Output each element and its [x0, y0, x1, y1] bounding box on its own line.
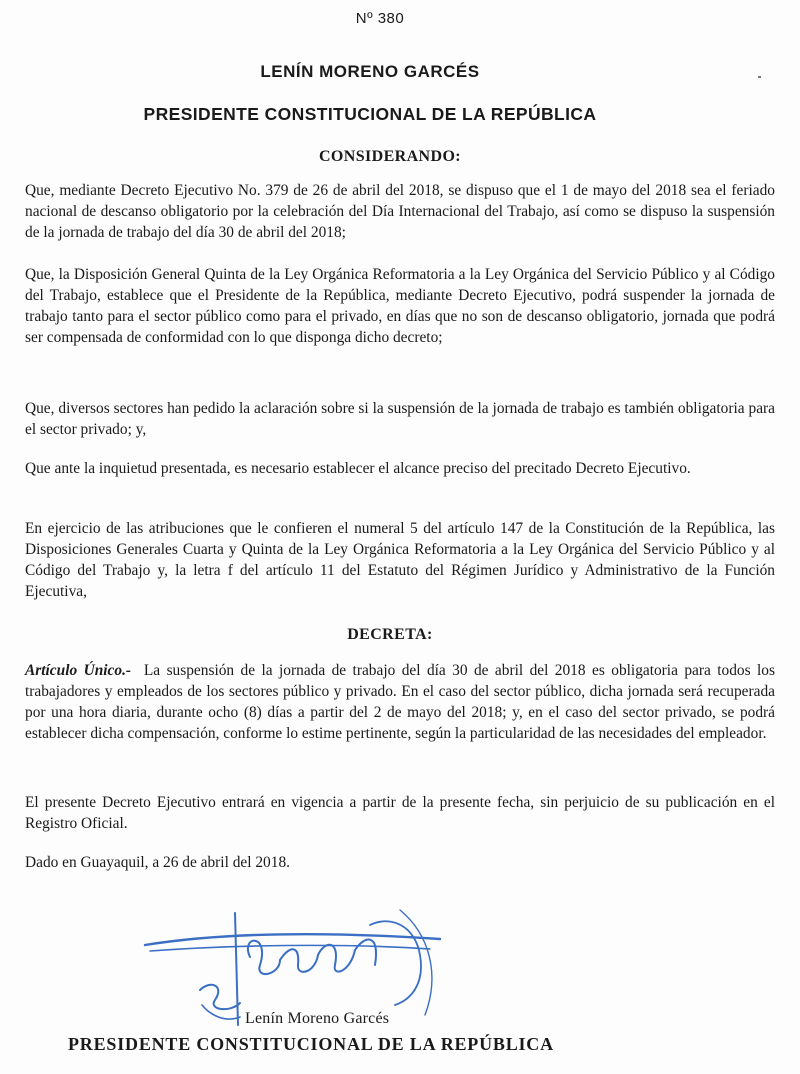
decree-number: Nº 380: [355, 10, 405, 27]
president-title-heading: PRESIDENTE CONSTITUCIONAL DE LA REPÚBLICA: [143, 104, 597, 124]
considerando-paragraph: En ejercicio de las atribuciones que le confieren el numeral 5 del artículo 147 de la Constitución de la República, las Disposiciones Generales Cuarta y Quinta de la Ley Orgánica Reformatoria a la Ley Orgánica del Servicio Público y al Código del Trabajo y, la letra f del artículo 11 del Estatuto del Régimen Jurídico y Administrativo de la Función Ejecutiva,: [25, 520, 775, 600]
article-text: La suspensión de la jornada de trabajo del día 30 de abril del 2018 es obligatoria para todos los trabajadores y empleados de los sectores público y privado. En el caso del sector público, dicha jornada será recuperada por una hora diaria, durante ocho (8) días a partir del 2 de mayo del 2018; y, en el caso del sector privado, se podrá establecer dicha compensación, conforme lo estime pertinente, según la particularidad de las necesidades del empleador.: [25, 662, 775, 742]
scan-speck: [758, 76, 761, 78]
article-label: Artículo Único.-: [25, 662, 132, 679]
considerando-paragraph: Que ante la inquietud presentada, es necesario establecer el alcance preciso del precitado Decreto Ejecutivo.: [25, 460, 691, 477]
president-name-heading: LENÍN MORENO GARCÉS: [260, 62, 480, 81]
signer-title: PRESIDENTE CONSTITUCIONAL DE LA REPÚBLICA: [68, 1034, 554, 1054]
considerando-paragraph: Que, diversos sectores han pedido la aclaración sobre si la suspensión de la jornada de trabajo es también obligatoria para el sector privado; y,: [25, 400, 775, 438]
vigencia-paragraph: El presente Decreto Ejecutivo entrará en vigencia a partir de la presente fecha, sin perjuicio de su publicación en el Registro Oficial.: [25, 794, 775, 832]
signer-name: Lenín Moreno Garcés: [245, 1010, 390, 1027]
considerando-paragraph: Que, la Disposición General Quinta de la Ley Orgánica Reformatoria a la Ley Orgánica del Servicio Público y al Código del Trabajo, establece que el Presidente de la República, mediante Decreto Ejecutivo, podrá suspender la jornada de trabajo tanto para el sector público como para el privado, en días que no son de descanso obligatorio, jornada que podrá ser compensada de conformidad con lo que disponga dicho decreto;: [25, 266, 775, 346]
considerando-paragraph: Que, mediante Decreto Ejecutivo No. 379 de 26 de abril del 2018, se dispuso que el 1 de mayo del 2018 sea el feriado nacional de descanso obligatorio por la celebración del Día Internacional del Trabajo, así como se dispuso la suspensión de la jornada de trabajo del día 30 de abril del 2018;: [25, 182, 775, 241]
article-paragraph: [25, 660, 775, 744]
considerando-heading: CONSIDERANDO:: [318, 148, 462, 165]
dado-en-line: Dado en Guayaquil, a 26 de abril del 2018.: [25, 854, 290, 871]
decreta-heading: DECRETA:: [347, 626, 433, 643]
